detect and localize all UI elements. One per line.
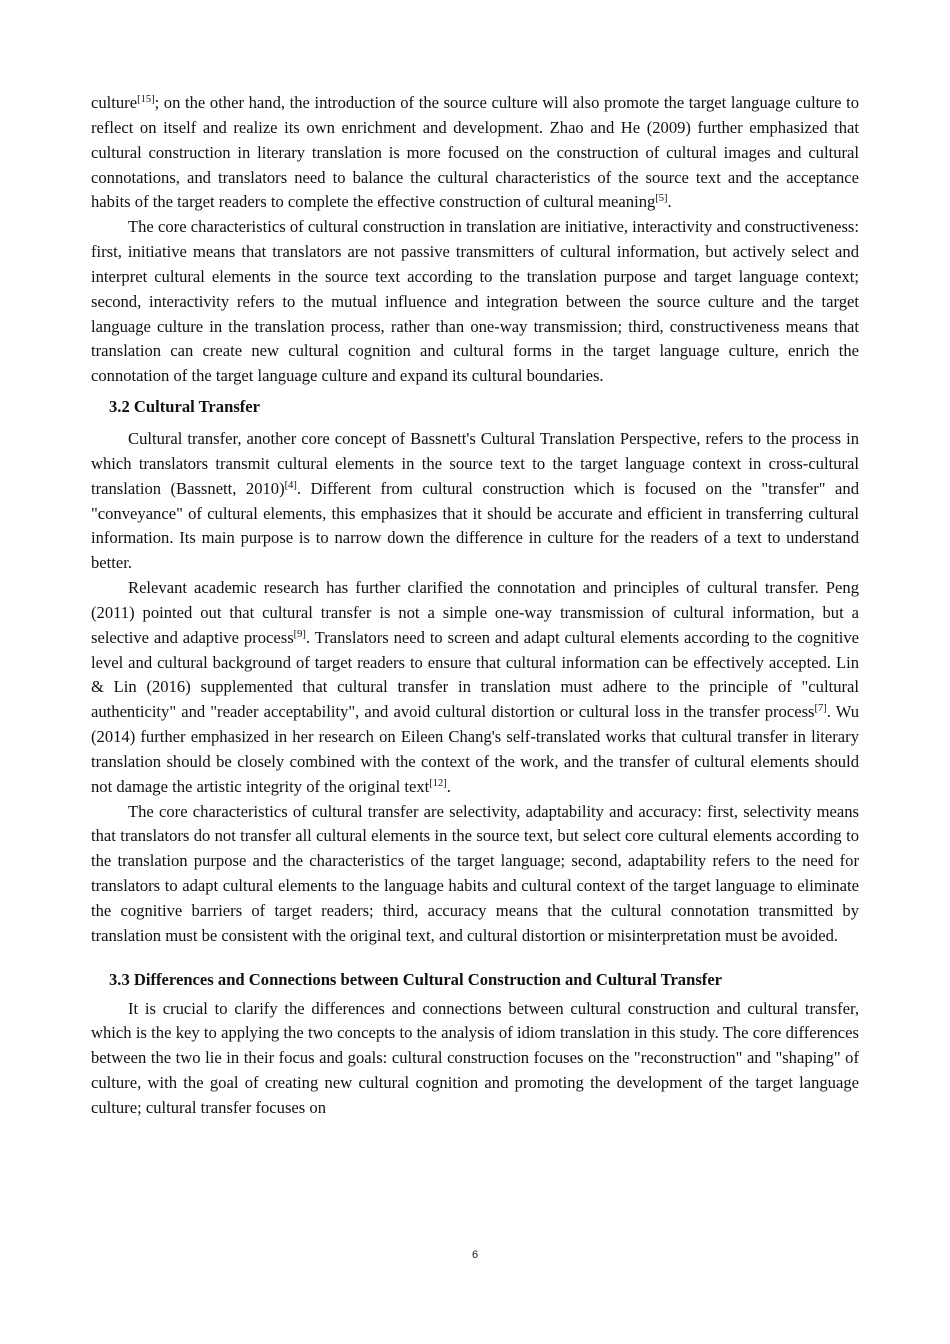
citation-ref: [7] — [814, 703, 827, 715]
paragraph-text: ; on the other hand, the introduction of the source culture will also promote the target language culture to reflect on itself and realize its own enrichment and development. Zhao and He (2009) further emphasized that cultural construction in literary translation is more focused on the construction of cultural images and cultural connotations, and translators need to balance the cultural characteristics of the source text and the acceptance habits of the target readers to complete the effective construction of cultural meaning — [91, 93, 859, 212]
citation-ref: [15] — [137, 94, 155, 105]
body-paragraph — [91, 576, 859, 800]
paragraph-text: Cultural transfer, another core concept of Bassnett's Cultural Translation Perspective, refers to the process in which translators transmit cultural elements in the source text to the target language context in cross-cultural translation (Bassnett, 2010) — [91, 428, 859, 498]
paragraph-text: culture — [91, 93, 138, 112]
citation-ref: [9] — [293, 628, 306, 640]
section-heading-3-2: 3.2 Cultural Transfer — [109, 397, 261, 417]
page-number: 6 — [471, 1249, 479, 1261]
body-paragraph — [91, 215, 859, 389]
body-paragraph — [91, 91, 859, 215]
paragraph-text: . Wu (2014) further emphasized in her research on Eileen Chang's self-translated works that cultural transfer in literary translation should be closely combined with the context of the work, and the transfer of cultural elements should not damage the artistic integrity of the original text — [91, 702, 859, 796]
paragraph-text: . — [446, 776, 451, 796]
paragraph-text: . Translators need to screen and adapt cultural elements according to the cognitive level and cultural background of target readers to ensure that cultural information can be effectively accepted. Lin & Lin (2016) supplemented that cultural transfer in translation must adhere to the principle of "cultural authenticity" and "reader acceptability", and avoid cultural distortion or cultural loss in the transfer process — [91, 627, 860, 722]
body-paragraph — [91, 800, 859, 949]
paragraph-text: The core characteristics of cultural construction in translation are initiative, interactivity and constructiveness: first, initiative means that translators are not passive transmitters of cultural information, but actively select and interpret cultural elements in the source text according to the translation purpose and target language context; second, interactivity refers to the mutual influence and integration between the source culture and the target language culture in the translation process, rather than one-way transmission; third, constructiveness means that translation can create new cultural cognition and cultural forms in the target language culture, enrich the connotation of the target language culture and expand its cultural boundaries. — [91, 217, 859, 386]
paragraph-text: . Different from cultural construction which is focused on the "transfer" and "conveyance" of cultural elements, this emphasizes that it should be accurate and efficient in transferring cultural information. Its main purpose is to narrow down the difference in culture for the readers of a text to understand better. — [91, 478, 859, 573]
paragraph-text: The core characteristics of cultural transfer are selectivity, adaptability and accuracy: first, selectivity means that translators do not transfer all cultural elements in the source text, but select core cultural elements according to the translation purpose and the characteristics of the target language; second, adaptability refers to the need for translators to adapt cultural elements to the language habits and cultural context of the target language to eliminate the cognitive barriers of target readers; third, accuracy means that the cultural connotation transmitted by translation must be consistent with the original text, and cultural distortion or misinterpretation must be avoided. — [91, 801, 859, 945]
body-paragraph — [91, 997, 859, 1121]
citation-ref: [4] — [284, 479, 297, 491]
document-page — [91, 91, 859, 1121]
body-paragraph — [91, 427, 859, 576]
citation-ref: [12] — [429, 777, 447, 789]
paragraph-text: Relevant academic research has further clarified the connotation and principles of cultural transfer. Peng (2011) pointed out that cultural transfer is not a simple one-way transmission of cultural information, but a selective and adaptive process — [91, 578, 859, 647]
citation-ref: [5] — [655, 193, 668, 205]
paragraph-text: . — [667, 192, 672, 212]
section-heading-3-3: 3.3 Differences and Connections between Cultural Construction and Cultural Transfer — [109, 969, 723, 989]
paragraph-text: It is crucial to clarify the differences and connections between cultural construction and cultural transfer, which is the key to applying the two concepts to the analysis of idiom translation in this study. The core differences between the two lie in their focus and goals: cultural construction focuses on the "reconstruction" and "shaping" of culture, with the goal of creating new cultural cognition and promoting the development of the target language culture; cultural transfer focuses on — [91, 998, 859, 1117]
